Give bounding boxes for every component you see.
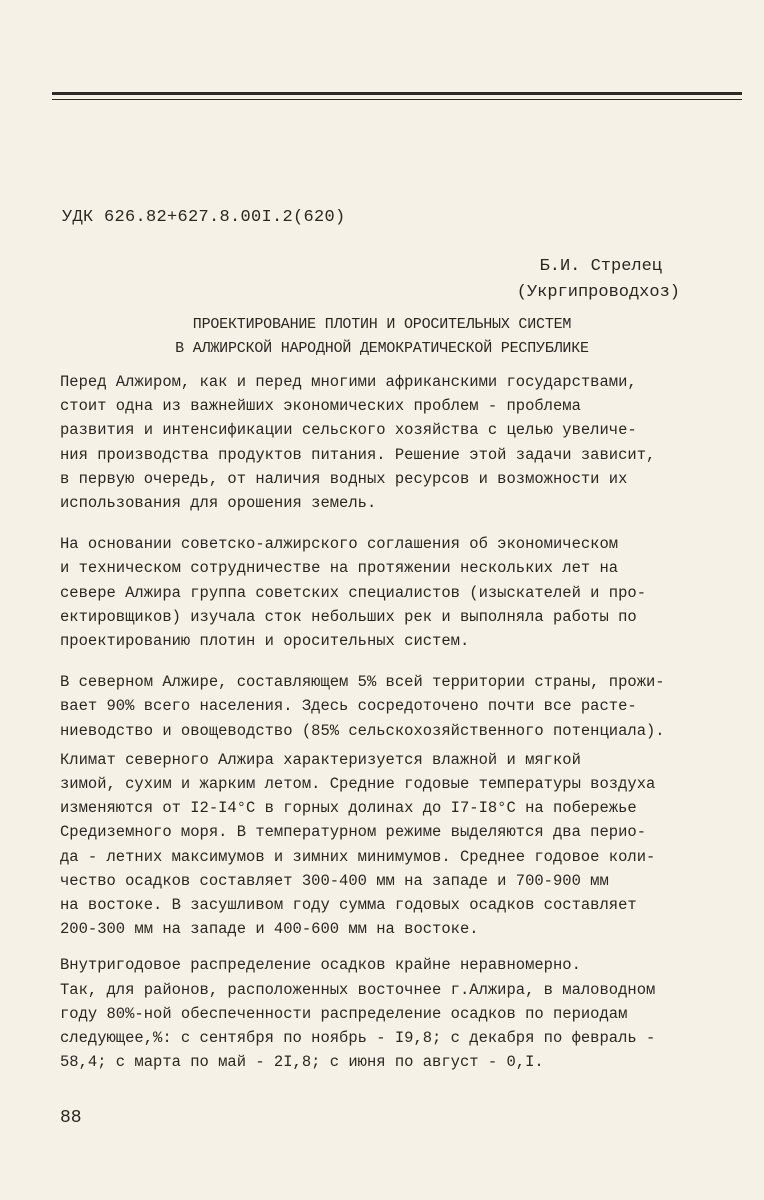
udk-code: УДК 626.82+627.8.00I.2(620) <box>62 208 346 227</box>
paragraph-1 <box>60 370 750 515</box>
paragraph-line: чество осадков составляет 300-400 мм на западе и 700-900 мм <box>60 871 609 890</box>
paragraph-line: Так, для районов, расположенных восточнее г.Алжира, в маловодном <box>60 980 656 999</box>
paragraph-line: Внутригодовое распределение осадков крайне неравномерно. <box>60 956 581 975</box>
paragraph-line: севере Алжира группа советских специалистов (изыскателей и про- <box>60 583 646 602</box>
paragraph-line: изменяются от I2-I4°С в горных долинах до I7-I8°С на побережье <box>60 799 637 818</box>
paragraph-line: ектировщиков) изучала сток небольших рек и выполняла работы по <box>60 607 637 626</box>
paragraph-line: ния производства продуктов питания. Решение этой задачи зависит, <box>60 445 656 464</box>
paragraph-line: Климат северного Алжира характеризуется влажной и мягкой <box>60 750 581 769</box>
paragraph-line: вает 90% всего населения. Здесь сосредоточено почти все расте- <box>60 697 637 716</box>
article-title <box>0 313 764 361</box>
author-organization: (Укргипроводхоз) <box>516 283 680 302</box>
paragraph-line: в первую очередь, от наличия водных ресурсов и возможности их <box>60 469 628 488</box>
paragraph-2 <box>60 532 750 653</box>
paragraph-3 <box>60 670 750 743</box>
paragraph-line: На основании советско-алжирского соглашения об экономическом <box>60 535 619 554</box>
paragraph-line: Перед Алжиром, как и перед многими африканскими государствами, <box>60 373 637 391</box>
title-line-1: ПРОЕКТИРОВАНИЕ ПЛОТИН И ОРОСИТЕЛЬНЫХ СИСТЕМ <box>192 316 572 333</box>
paragraph-line: 200-300 мм на западе и 400-600 мм на востоке. <box>60 920 479 939</box>
paragraph-line: использования для орошения земель. <box>60 494 377 513</box>
article-body <box>60 370 750 1074</box>
top-rule-thin <box>52 99 742 100</box>
paragraph-line: проектированию плотин и оросительных систем. <box>60 632 470 651</box>
page-number: 88 <box>60 1108 82 1128</box>
paragraph-line: стоит одна из важнейших экономических проблем - проблема <box>60 397 581 416</box>
paragraph-line: В северном Алжире, составляющем 5% всей территории страны, прожи- <box>60 673 665 692</box>
paragraph-line: да - летних максимумов и зимних минимумов. Среднее годовое коли- <box>60 847 656 866</box>
paragraph-line: зимой, сухим и жарким летом. Средние годовые температуры воздуха <box>60 775 656 794</box>
top-rule <box>52 92 742 95</box>
paragraph-line: следующее,%: с сентября по ноябрь - I9,8; с декабря по февраль - <box>60 1029 656 1048</box>
author-name: Б.И. Стрелец <box>539 257 662 276</box>
paragraph-4 <box>60 748 750 942</box>
author-block <box>517 254 680 306</box>
paragraph-line: Средиземного моря. В температурном режиме выделяются два перио- <box>60 823 646 842</box>
paragraph-line: 58,4; с марта по май - 2I,8; с июня по август - 0,I. <box>60 1053 544 1072</box>
paragraph-5 <box>60 953 750 1074</box>
paragraph-line: году 80%-ной обеспеченности распределение осадков по периодам <box>60 1004 628 1023</box>
paragraph-line: ниеводство и овощеводство (85% сельскохозяйственного потенциала). <box>60 721 665 740</box>
paragraph-line: и техническом сотрудничестве на протяжении нескольких лет на <box>60 559 619 578</box>
paragraph-line: на востоке. В засушливом году сумма годовых осадков составляет <box>60 896 637 915</box>
paragraph-line: развития и интенсификации сельского хозяйства с целью увеличе- <box>60 421 637 440</box>
title-line-2: В АЛЖИРСКОЙ НАРОДНОЙ ДЕМОКРАТИЧЕСКОЙ РЕСПУБЛИКЕ <box>175 340 589 357</box>
